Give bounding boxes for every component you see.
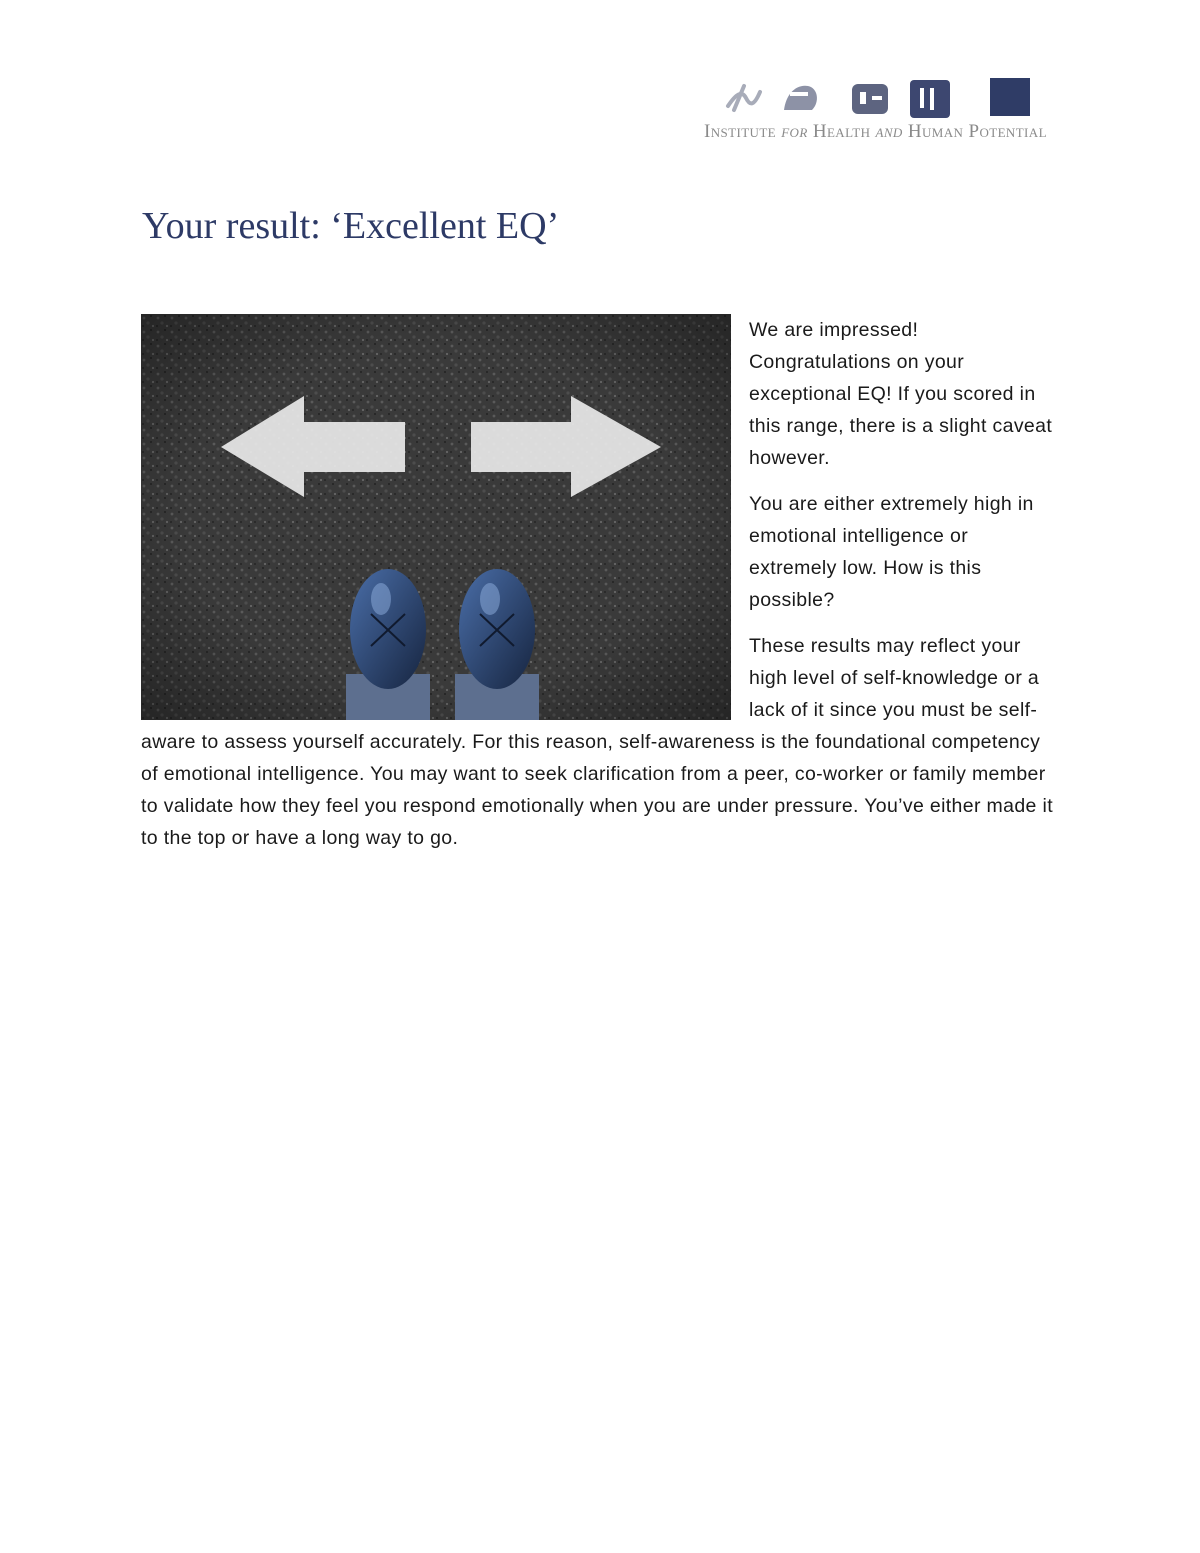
paragraph-self-awareness: These results may reflect your high level of self-knowledge or a lack of it since you must be self-aware to assess yourself accurately. For this reason, self-awareness is the foundational competency of emotional intelligence. You may want to seek clarification from a peer, co-worker or family member to validate how they feel you respond emotionally when you are under pressure. You’ve either made it to the top or have a long way to go. [141,635,1053,849]
arrows-and-shoes-photo [141,314,731,720]
result-body [141,314,1056,854]
logo-wordmark: Institute for Health and Human Potential [704,121,1047,142]
paragraph-intro: We are impressed! Congratulations on your exceptional EQ! If you scored in this range, there is a slight caveat however. [749,319,1053,469]
page-title: Your result: ‘Excellent EQ’ [142,205,560,247]
institute-logo [700,72,1060,152]
logo-marks-icon [724,76,1054,118]
paragraph-range: You are either extremely high in emotional intelligence or extremely low. How is this possible? [749,493,1034,611]
